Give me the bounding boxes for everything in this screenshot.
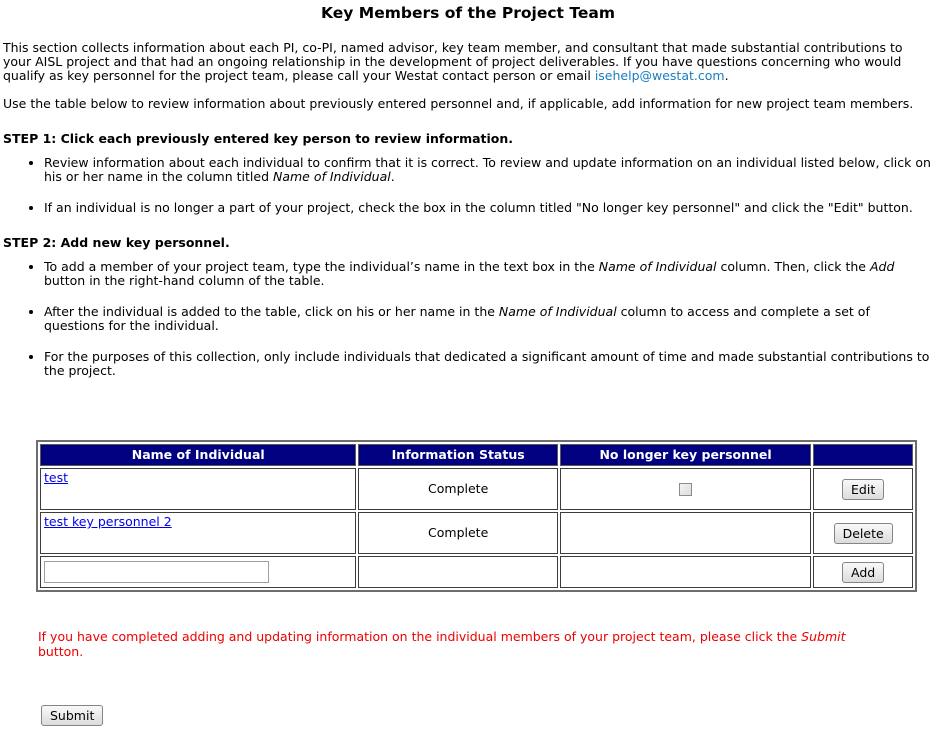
note-text: If you have completed adding and updating information on the individual members of your project team, please click the [38, 629, 802, 644]
submit-area [41, 705, 933, 726]
step2-bullet-list [3, 260, 933, 378]
action-cell [813, 512, 913, 554]
page-title: Key Members of the Project Team [321, 4, 615, 22]
step2-bullet-2-end: column to access and complete a set of questions for the individual. [44, 304, 870, 333]
new-name-cell [40, 556, 356, 588]
submit-instruction-note [38, 629, 888, 659]
table-usage-paragraph: Use the table below to review information about previously entered personnel and, if applicable, add information for new project team members. [3, 96, 914, 111]
step1-heading: STEP 1: Click each previously entered key person to review information. [3, 131, 514, 146]
checkbox-cell-empty [560, 512, 811, 554]
status-cell: Complete [358, 512, 557, 554]
step1-bullet-list [3, 156, 933, 215]
step2-bullet-1 [44, 260, 933, 288]
name-cell [40, 468, 356, 510]
step2-bullet-2-column-name: Name of Individual [498, 304, 617, 319]
intro-paragraph [3, 41, 933, 83]
personnel-table-container [36, 440, 933, 592]
header-no-longer-key-personnel: No longer key personnel [560, 444, 811, 466]
step2-bullet-1-text: To add a member of your project team, type the individual’s name in the text box in the [44, 259, 599, 274]
edit-button[interactable]: Edit [842, 479, 884, 500]
checkbox-cell-empty [560, 556, 811, 588]
step1-bullet-2: • If an individual is no longer a part of your project, check the box in the column titled "No longer key personnel" and click the "Edit" button. [44, 201, 933, 215]
note-submit-ref: Submit [801, 629, 846, 644]
add-person-row [40, 556, 913, 588]
person-link-test-key-personnel-2[interactable]: test key personnel 2 [44, 514, 172, 529]
note-end: button. [38, 644, 84, 659]
add-button[interactable]: Add [842, 562, 884, 583]
step2-bullet-1-column-name: Name of Individual [598, 259, 717, 274]
table-row [40, 512, 913, 554]
step1-bullet-1-end: . [390, 169, 395, 184]
step2-bullet-1-end: button in the right-hand column of the table. [44, 273, 325, 288]
step1-bullet-1 [44, 156, 933, 184]
no-longer-key-personnel-checkbox[interactable] [679, 483, 692, 496]
step2-bullet-2 [44, 305, 933, 333]
person-link-test[interactable]: test [44, 470, 69, 485]
header-information-status: Information Status [358, 444, 557, 466]
action-cell [813, 556, 913, 588]
step1-bullet-1-column-name: Name of Individual [272, 169, 391, 184]
step2-bullet-1-add-ref: Add [869, 259, 895, 274]
header-actions [813, 444, 913, 466]
action-cell [813, 468, 913, 510]
intro-text: This section collects information about each PI, co-PI, named advisor, key team member, and consultant that made substantial contributions to your AISL project and that had an ongoing relationship in the development of project deliverables. If you have questions concerning who would qualify as key personnel for the project team, please call your Westat contact person or email [3, 40, 903, 83]
submit-button[interactable]: Submit [41, 705, 103, 726]
step2-heading: STEP 2: Add new key personnel. [3, 235, 230, 250]
step2-bullet-1-mid: column. Then, click the [716, 259, 870, 274]
delete-button[interactable]: Delete [834, 523, 893, 544]
step2-bullet-2-text: After the individual is added to the table, click on his or her name in the [44, 304, 499, 319]
checkbox-cell [560, 468, 811, 510]
table-row [40, 468, 913, 510]
header-name-of-individual: Name of Individual [40, 444, 356, 466]
personnel-table [36, 440, 917, 592]
table-header-row [40, 444, 913, 466]
status-cell: Complete [358, 468, 557, 510]
name-cell [40, 512, 356, 554]
email-link[interactable]: isehelp@westat.com [594, 68, 725, 83]
intro-text-end: . [724, 68, 729, 83]
step1-bullet-1-text: Review information about each individual to confirm that it is correct. To review and update information on an individual listed below, click on his or her name in the column titled [44, 155, 931, 184]
step2-bullet-3: • For the purposes of this collection, only include individuals that dedicated a significant amount of time and made substantial contributions to the project. [44, 350, 933, 378]
status-cell-empty [358, 556, 557, 588]
new-person-name-input[interactable] [44, 561, 269, 583]
